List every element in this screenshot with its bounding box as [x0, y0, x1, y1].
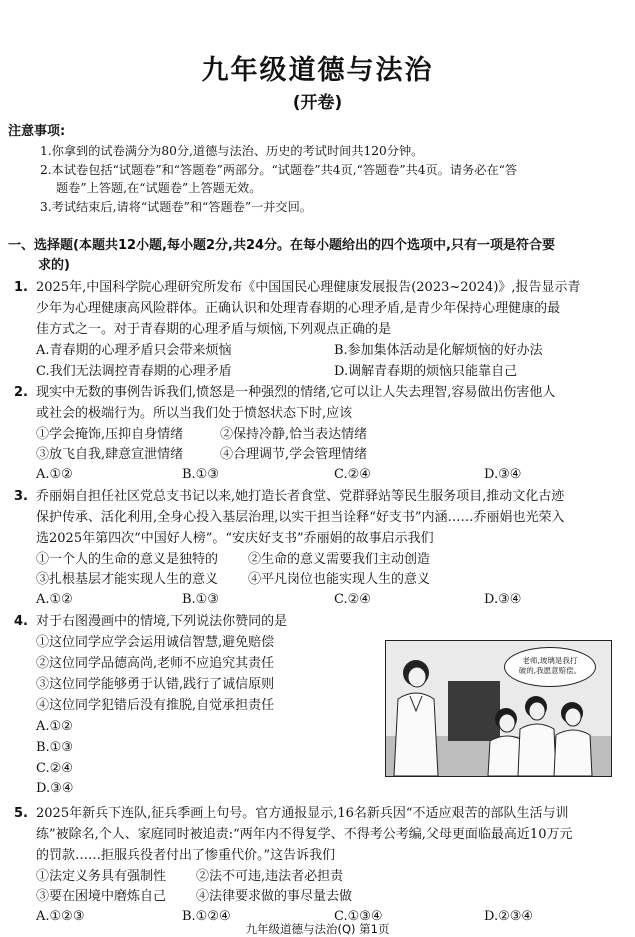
statement-item: ①法定义务具有强制性 — [36, 869, 167, 884]
statement-item: ③这位同学能够勇于认错,践行了诚信原则 — [36, 677, 275, 692]
option-b: B.①③ — [36, 740, 73, 755]
question-text: 现实中无数的事例告诉我们,愤怒是一种强烈的情绪,它可以让人失去理智,容易做出伤害他人 — [36, 385, 556, 400]
cartoon-illustration — [385, 640, 612, 777]
question-number: 5. — [14, 806, 28, 821]
question-text: 或社会的极端行为。所以当我们处于愤怒状态下时,应该 — [36, 406, 353, 421]
option-c: C.②④ — [334, 467, 371, 482]
option-d: D.②③④ — [484, 909, 534, 924]
statement-item: ③扎根基层才能实现人生的意义 — [36, 572, 219, 587]
option-c: C.我们无法调控青春期的心理矛盾 — [36, 364, 232, 379]
question-text: 选2025年第四次“中国好人榜”。“安庆好支书”乔丽娟的故事启示我们 — [36, 531, 434, 546]
notice-heading: 注意事项: — [8, 124, 66, 139]
notice-line: 题卷”上答题,在“试题卷”上答题无效。 — [56, 181, 262, 195]
statement-item: ①这位同学应学会运用诚信智慧,避免赔偿 — [36, 635, 275, 650]
question-text: 练”被除名,个人、家庭同时被追责:“两年内不得复学、不得考公考编,父母更面临最高近10万元 — [36, 827, 573, 842]
statement-item: ④合理调节,学会管理情绪 — [220, 447, 368, 462]
page-footer: 九年级道德与法治(Q) 第1页 — [245, 922, 390, 936]
statement-item: ②这位同学品德高尚,老师不应追究其责任 — [36, 656, 275, 671]
statement-item: ②保持冷静,恰当表达情绪 — [220, 427, 368, 442]
option-a: A.①② — [36, 592, 73, 607]
statement-item: ②法不可违,违法者必担责 — [196, 869, 344, 884]
option-a: A.①②③ — [36, 909, 85, 924]
statement-item: ④这位同学犯错后没有推脱,自觉承担责任 — [36, 698, 275, 713]
page-title: 九年级道德与法治 — [201, 55, 434, 86]
statement-item: ①一个人的生命的意义是独特的 — [36, 552, 219, 567]
question-text: 2025年,中国科学院心理研究所发布《中国国民心理健康发展报告(2023~2024)》,报告显示青 — [36, 280, 581, 295]
section-heading: 一、选择题(本题共12小题,每小题2分,共24分。在每小题给出的四个选项中,只有一项是符合要 — [8, 238, 555, 253]
notice-line: 3.考试结束后,请将“试题卷”和“答题卷”一并交回。 — [40, 200, 312, 214]
option-c: C.②④ — [36, 761, 73, 776]
speech-bubble-line: 老师,玻璃是我打 — [522, 656, 578, 665]
notice-line: 1.你拿到的试卷满分为80分,道德与法治、历史的考试时间共120分钟。 — [40, 144, 424, 158]
option-b: B.参加集体活动是化解烦恼的好办法 — [334, 343, 543, 358]
option-b: B.①②④ — [182, 909, 231, 924]
speech-bubble-line: 破的,我愿意赔偿。 — [518, 666, 582, 675]
statement-item: ③放飞自我,肆意宣泄情绪 — [36, 447, 184, 462]
option-b: B.①③ — [182, 592, 219, 607]
question-number: 3. — [14, 489, 28, 504]
option-a: A.青春期的心理矛盾只会带来烦恼 — [36, 343, 232, 358]
option-c: C.①③④ — [334, 909, 383, 924]
statement-item: ①学会掩饰,压抑自身情绪 — [36, 427, 184, 442]
question-number: 1. — [14, 280, 28, 295]
option-d: D.③④ — [484, 592, 522, 607]
question-text: 2025年新兵下连队,征兵季画上句号。官方通报显示,16名新兵因“不适应艰苦的部队生活与训 — [36, 806, 569, 821]
statement-item: ③要在困境中磨炼自己 — [36, 889, 167, 904]
question-text: 乔丽娟自担任社区党总支书记以来,她打造长者食堂、党群驿站等民生服务项目,推动文化古迹 — [36, 489, 565, 504]
question-number: 2. — [14, 385, 28, 400]
question-text: 佳方式之一。对于青春期的心理矛盾与烦恼,下列观点正确的是 — [36, 322, 392, 337]
section-heading-cont: 求的) — [38, 258, 70, 273]
statement-item: ②生命的意义需要我们主动创造 — [248, 552, 431, 567]
question-text: 保护传承、活化利用,全身心投入基层治理,以实干担当诠释“好支书”内涵……乔丽娟也光荣入 — [36, 510, 565, 525]
option-d: D.③④ — [36, 781, 74, 796]
option-d: D.调解青春期的烦恼只能靠自己 — [334, 364, 518, 379]
option-d: D.③④ — [484, 467, 522, 482]
question-number: 4. — [14, 614, 28, 629]
question-text: 的罚款……拒服兵役者付出了惨重代价。”这告诉我们 — [36, 848, 336, 863]
option-a: A.①② — [36, 719, 73, 734]
speech-bubble — [504, 647, 596, 687]
option-a: A.①② — [36, 467, 73, 482]
option-b: B.①③ — [182, 467, 219, 482]
statement-item: ④平凡岗位也能实现人生的意义 — [248, 572, 431, 587]
statement-item: ④法律要求做的事尽量去做 — [196, 889, 353, 904]
option-c: C.②④ — [334, 592, 371, 607]
question-text: 少年为心理健康高风险群体。正确认识和处理青春期的心理矛盾,是青少年保持心理健康的最 — [36, 301, 561, 316]
page-subtitle: (开卷) — [292, 93, 343, 113]
question-text: 对于右图漫画中的情境,下列说法你赞同的是 — [36, 614, 288, 629]
notice-line: 2.本试卷包括“试题卷”和“答题卷”两部分。“试题卷”共4页,“答题卷”共4页。请务必在“答 — [40, 163, 518, 177]
